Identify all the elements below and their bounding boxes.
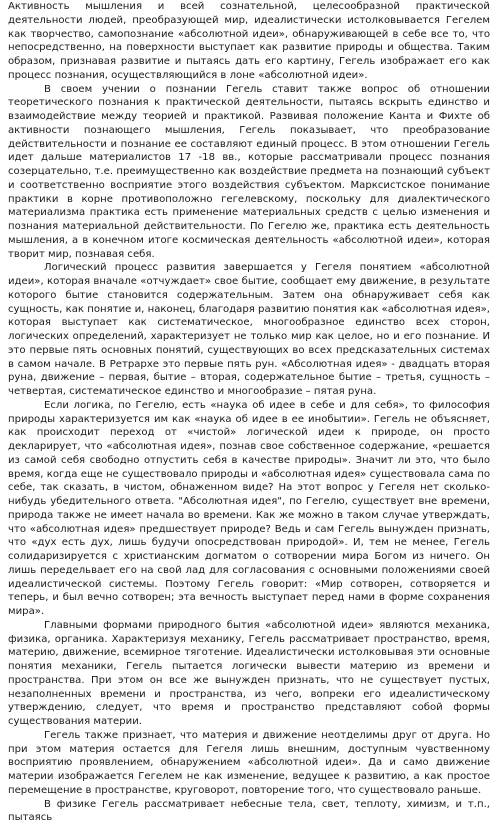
paragraph-1: Активность мышления и всей сознательной, целесообразной практической деятельности людей, преобразующей мир, идеалистически истолковывается Гегелем как творчество, самопознание «абсолютной идеи», обнаруживающей в себе все то, что непосредственно, на поверхности выступает как развитие природы и общества. Таким образом, признавая развитие и пытаясь дать его картину, Гегель изображает его как процесс познания, осуществляющийся в лоне «абсолютной идеи». bbox=[8, 0, 490, 83]
paragraph-2: В своем учении о познании Гегель ставит также вопрос об отношении теоретического познания к практической деятельности, пытаясь вскрыть единство и взаимодействие между теорией и практикой. Развивая положение Канта и Фихте об активности познающего мышления, Гегель показывает, что преобразование действительности и познание ее составляют единый процесс. В этом отношении Гегель идет дальше материалистов 17 -18 вв., которые рассматривали процесс познания созерцательно, т.е. преимущественно как воздействие предмета на познающий субъект и соответственно восприятие этого воздействия субъектом. Марксистское понимание практики в корне противоположно гегелевскому, поскольку для диалектического материализма практика есть применение материальных средств с целью изменения и познания материальной действительности. По Гегелю же, практика есть деятельность мышления, а в конечном итоге космическая деятельность «абсолютной идеи», которая творит мир, познавая себя. bbox=[8, 83, 490, 262]
paragraph-6: Гегель также признает, что материя и движение неотделимы друг от друга. Но при этом материя остается для Гегеля лишь внешним, доступным чувственному восприятию проявлением, обнаружением «абсолютной идеи». Да и само движение материи изображается Гегелем не как изменение, ведущее к развитию, а как простое перемещение в пространстве, круговорот, повторение того, что существовало раньше. bbox=[8, 729, 490, 798]
paragraph-5: Главными формами природного бытия «абсолютной идеи» являются механика, физика, органика. Характеризуя механику, Гегель рассматривает пространство, время, материю, движение, всемирное тяготение. Идеалистически истолковывая эти основные понятия механики, Гегель пытается логически вывести материю из времени и пространства. При этом он все же вынужден признать, что не существует пустых, незаполненных времени и пространства, из чего, вопреки его идеалистическому утверждению, следует, что время и пространство представляют собой формы существования материи. bbox=[8, 619, 490, 729]
paragraph-4: Если логика, по Гегелю, есть «наука об идее в себе и для себя», то философия природы характеризуется им как «наука об идее в ее инобытии». Гегель не объясняет, как происходит переход от «чистой» логической идеи к природе, он просто декларирует, что «абсолютная идея», познав свое собственное содержание, «решается из самой себя свободно отпустить себя в качестве природы». Значит ли это, что было время, когда еще не существовало природы и «абсолютная идея» существовала сама по себе, так сказать, в чистом, обнаженном виде? На этот вопрос у Гегеля нет сколько-нибудь убедительного ответа. "Абсолютная идея", по Гегелю, существует вне времени, природа также не имеет начала во времени. Как же можно в таком случае утверждать, что «абсолютная идея» предшествует природе? Ведь и сам Гегель вынужден признать, что «дух есть дух, лишь будучи опосредствован природой». И, тем не менее, Гегель солидаризируется с христианским догматом о сотворении мира Богом из ничего. Он лишь передельвает его на свой лад для согласования с основными положениями своей идеалистической системы. Поэтому Гегель говорит: «Мир сотворен, сотворяется и теперь, и был вечно сотворен; эта вечность выступает перед нами в форме сохранения мира». bbox=[8, 399, 490, 619]
paragraph-3: Логический процесс развития завершается у Гегеля понятием «абсолютной идеи», которая вначале «отчуждает» свое бытие, сообщает ему движение, в результате которого бытие становится содержательным. Затем она обнаруживает себя как сущность, как понятие и, наконец, благодаря развитию понятия как «абсолютная идея», которая выступает как систематическое, многообразное единство всех сторон, логических определений, характеризует не только мир как целое, но и его познание. И это первые пять основных понятий, существующих во всех предсказательных системах в самом начале. В Ретрархе это первые пять рун. «Абсолютная идея» - двадцать вторая руна, движение – первая, бытие – вторая, содержательное бытие – третья, сущность – четвертая, систематическое единство и многообразие – пятая руна. bbox=[8, 261, 490, 399]
paragraph-7: В физике Гегель рассматривает небесные тела, свет, теплоту, химизм, и т.п., пытаясь bbox=[8, 798, 490, 825]
